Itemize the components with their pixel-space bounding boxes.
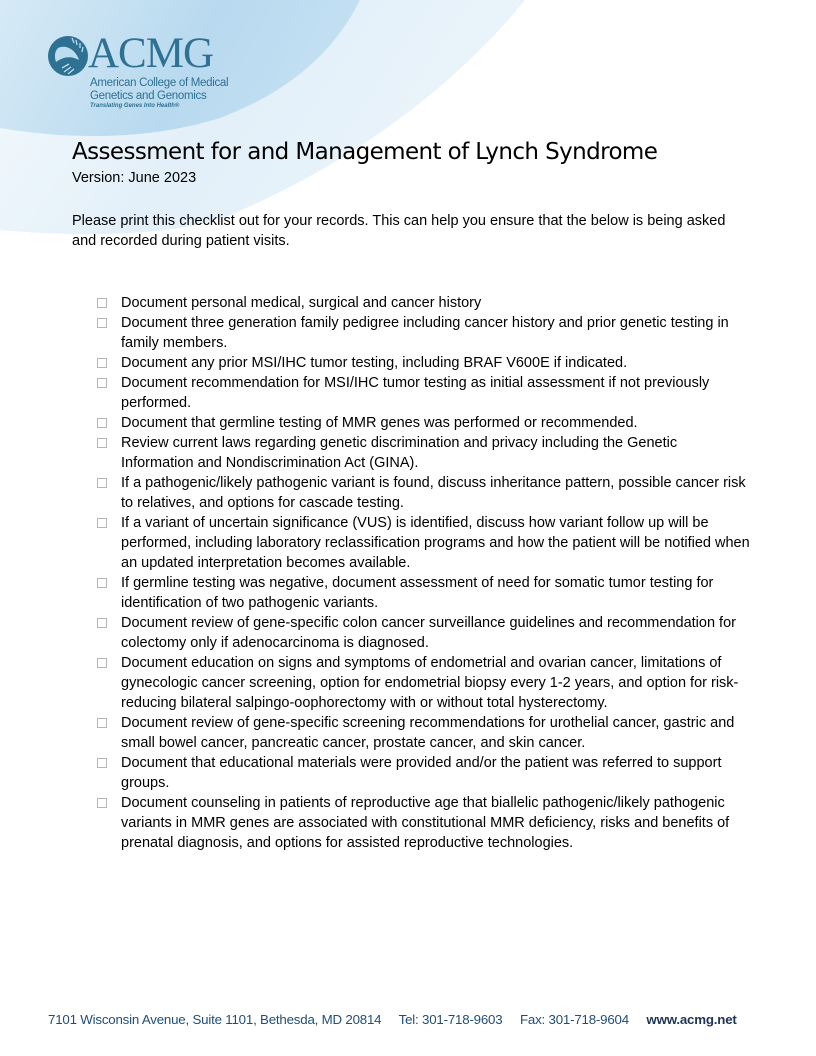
checklist-item [72, 373, 752, 413]
checklist-item-text: If a pathogenic/likely pathogenic variant is found, discuss inheritance pattern, possible cancer risk to relatives, and options for cascade testing. [121, 475, 746, 511]
checklist-item [72, 473, 752, 513]
checklist-item [72, 753, 752, 793]
checklist-item-text: Document counseling in patients of reproductive age that biallelic pathogenic/likely pathogenic variants in MMR genes are associated with constitutional MMR deficiency, risks and benefits of prenatal diagnosis, and options for assisted reproductive technologies. [121, 795, 730, 851]
checklist-item-text: Review current laws regarding genetic discrimination and privacy including the Genetic Information and Nondiscrimination Act (GINA). [121, 435, 678, 471]
page-footer [48, 1012, 737, 1027]
checklist-item [72, 613, 752, 653]
logo-org-name [90, 77, 228, 102]
checklist-item [72, 513, 752, 573]
checklist [72, 293, 752, 853]
checklist-item-text: Document review of gene-specific colon cancer surveillance guidelines and recommendation for colectomy only if adenocarcinoma is diagnosed. [121, 615, 736, 651]
footer-tel: Tel: 301-718-9603 [398, 1012, 503, 1027]
checklist-item [72, 313, 752, 353]
checklist-item-text: Document recommendation for MSI/IHC tumor testing as initial assessment if not previously performed. [121, 375, 710, 411]
checkbox[interactable] [97, 718, 107, 728]
checkbox[interactable] [97, 758, 107, 768]
footer-fax: Fax: 301-718-9604 [519, 1012, 629, 1027]
checklist-item-text: If a variant of uncertain significance (VUS) is identified, discuss how variant follow up will be performed, including laboratory reclassification programs and how the patient will be notified when an updated interpretation becomes available. [121, 515, 750, 571]
checklist-item [72, 293, 752, 313]
logo-org-line2: Genetics and Genomics [90, 89, 207, 102]
footer-website-link[interactable]: www.acmg.net [646, 1012, 737, 1027]
checklist-item [72, 573, 752, 613]
checklist-item-text: Document any prior MSI/IHC tumor testing, including BRAF V600E if indicated. [121, 355, 628, 371]
checkbox[interactable] [97, 318, 107, 328]
checklist-item-text: Document three generation family pedigree including cancer history and prior genetic testing in family members. [121, 315, 729, 351]
checklist-item-text: Document education on signs and symptoms of endometrial and ovarian cancer, limitations of gynecologic cancer screening, option for endometrial biopsy every 1-2 years, and option for risk-reducing bilateral salpingo-oophorectomy with or without total hysterectomy. [121, 655, 739, 711]
checkbox[interactable] [97, 378, 107, 388]
checkbox[interactable] [97, 358, 107, 368]
checklist-item [72, 653, 752, 713]
checklist-item [72, 433, 752, 473]
checkbox[interactable] [97, 418, 107, 428]
checklist-item [72, 713, 752, 753]
footer-address: 7101 Wisconsin Avenue, Suite 1101, Bethesda, MD 20814 [48, 1012, 382, 1027]
version-label: Version: June 2023 [72, 170, 197, 186]
checkbox[interactable] [97, 618, 107, 628]
checklist-item [72, 413, 752, 433]
document-body [72, 137, 752, 853]
checklist-item-text: If germline testing was negative, document assessment of need for somatic tumor testing for identification of two pathogenic variants. [121, 575, 714, 611]
dna-globe-icon [46, 34, 90, 78]
logo-org-line1: American College of Medical [90, 77, 229, 89]
checklist-item [72, 353, 752, 373]
checklist-item-text: Document that germline testing of MMR genes was performed or recommended. [121, 415, 638, 431]
checklist-item [72, 793, 752, 853]
checkbox[interactable] [97, 578, 107, 588]
logo-tagline: Translating Genes Into Health® [90, 103, 180, 109]
checkbox[interactable] [97, 438, 107, 448]
acmg-logo [46, 30, 246, 114]
checklist-item-text: Document personal medical, surgical and cancer history [121, 295, 482, 311]
checkbox[interactable] [97, 658, 107, 668]
checklist-item-text: Document review of gene-specific screening recommendations for urothelial cancer, gastric and small bowel cancer, pancreatic cancer, prostate cancer, and skin cancer. [121, 715, 735, 751]
checkbox[interactable] [97, 798, 107, 808]
logo-wordmark: ACMG [88, 30, 214, 77]
checkbox[interactable] [97, 478, 107, 488]
intro-paragraph: Please print this checklist out for your records. This can help you ensure that the below is being asked and recorded during patient visits. [72, 213, 726, 249]
checklist-item-text: Document that educational materials were provided and/or the patient was referred to support groups. [121, 755, 722, 791]
page-title: Assessment for and Management of Lynch Syndrome [72, 139, 658, 165]
checkbox[interactable] [97, 298, 107, 308]
checkbox[interactable] [97, 518, 107, 528]
